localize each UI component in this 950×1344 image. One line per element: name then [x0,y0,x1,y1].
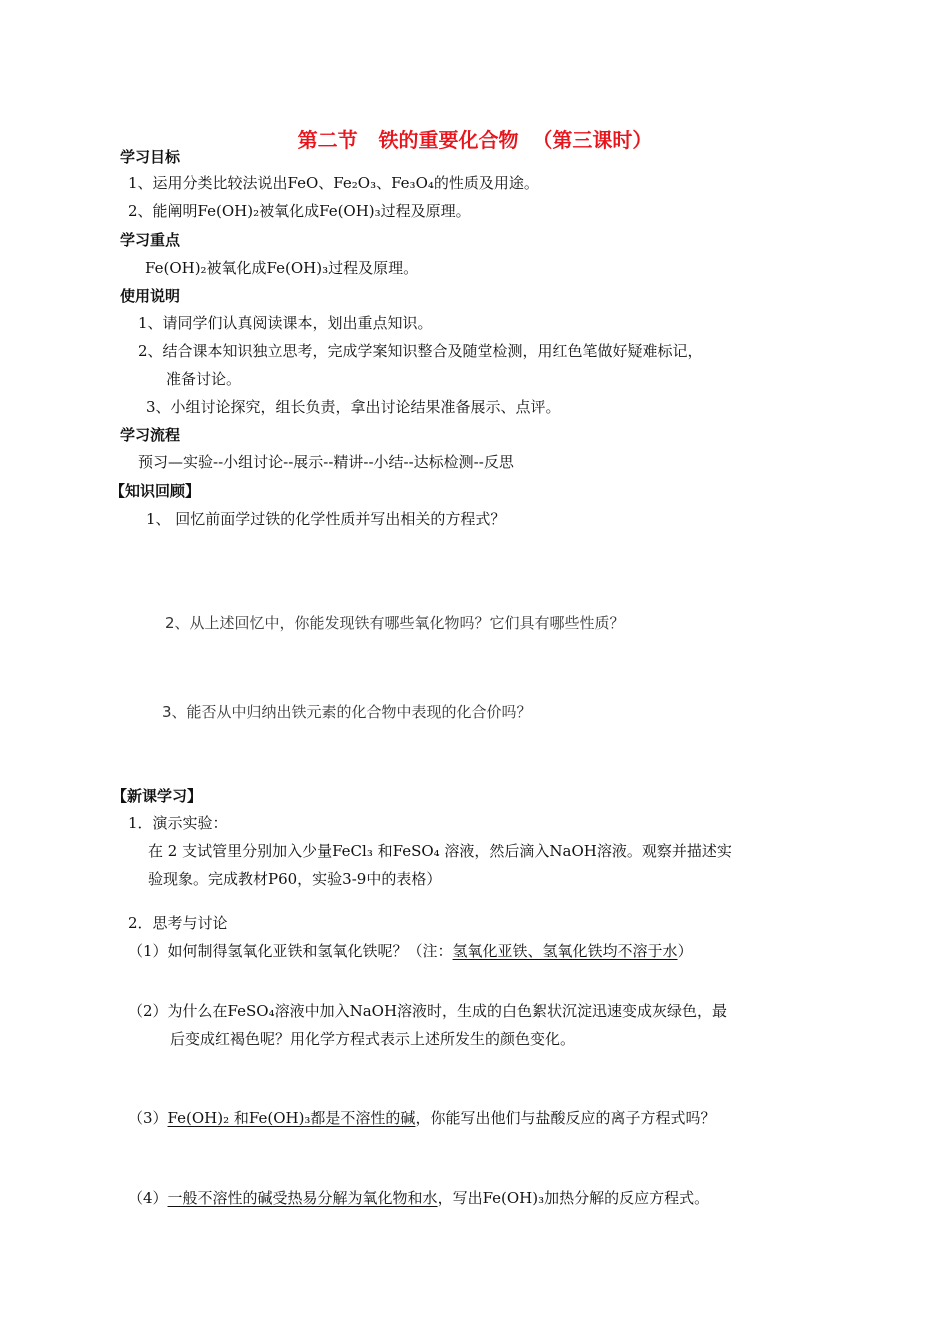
goal-item-2: 2、能阐明Fe(OH)₂被氧化成Fe(OH)₃过程及原理。 [128,202,471,220]
instruction-item-3: 3、小组讨论探究，组长负责，拿出讨论结果准备展示、点评。 [146,398,561,416]
instruction-item-2-cont: 准备讨论。 [166,370,242,388]
instructions-heading: 使用说明 [120,287,181,305]
demo-line-1: 在 2 支试管里分别加入少量FeCl₃ 和FeSO₄ 溶液，然后滴入NaOH溶液。观察并描述实 [148,842,732,860]
discussion-question-4 [128,1187,709,1209]
key-points-heading: 学习重点 [120,231,181,249]
discussion-question-2: （2）为什么在FeSO₄溶液中加入NaOH溶液时，生成的白色絮状沉淀迅速变成灰绿色，最 [128,1002,728,1020]
instruction-item-1: 1、请同学们认真阅读课本，划出重点知识。 [138,314,433,332]
goal-item-1: 1、运用分类比较法说出FeO、Fe₂O₃、Fe₃O₄的性质及用途。 [128,174,539,192]
discussion-title: 2．思考与讨论 [128,914,228,932]
q1-close: ） [677,942,693,960]
q4-prefix: （4） [128,1189,168,1207]
discussion-question-2-cont: 后变成红褐色呢？用化学方程式表示上述所发生的颜色变化。 [170,1030,576,1048]
review-heading: 【知识回顾】 [110,482,201,500]
q3-text: ，你能写出他们与盐酸反应的离子方程式吗？ [415,1109,716,1127]
goals-heading: 学习目标 [120,148,181,166]
q3-underlined: Fe(OH)₂ 和Fe(OH)₃都是不溶性的碱 [167,1109,416,1127]
instruction-item-2: 2、结合课本知识独立思考，完成学案知识整合及随堂检测，用红色笔做好疑难标记， [138,342,703,360]
review-question-1: 1、 回忆前面学过铁的化学性质并写出相关的方程式？ [146,510,506,528]
review-question-2: 2、从上述回忆中，你能发现铁有哪些氧化物吗？它们具有哪些性质？ [165,614,625,632]
review-question-3: 3、能否从中归纳出铁元素的化合物中表现的化合价吗？ [162,703,532,721]
q1-text: （1）如何制得氢氧化亚铁和氢氧化铁呢？（注： [128,942,453,960]
demo-title: 1．演示实验： [128,814,228,832]
discussion-question-1 [128,940,693,962]
flow-text: 预习—实验--小组讨论--展示--精讲--小结--达标检测--反思 [138,453,514,471]
q1-underlined-note: 氢氧化亚铁、氢氧化铁均不溶于水 [452,942,678,960]
page-title: 第二节 铁的重要化合物 （第三课时） [297,128,653,152]
key-points-text: Fe(OH)₂被氧化成Fe(OH)₃过程及原理。 [145,259,419,277]
q4-underlined: 一般不溶性的碱受热易分解为氧化物和水 [167,1189,438,1207]
q4-text: ，写出Fe(OH)₃加热分解的反应方程式。 [437,1189,710,1207]
flow-heading: 学习流程 [120,426,181,444]
q3-prefix: （3） [128,1109,168,1127]
new-lesson-heading: 【新课学习】 [112,787,203,805]
discussion-question-3 [128,1107,715,1129]
demo-line-2: 验现象。完成教材P60，实验3-9中的表格） [148,870,442,888]
